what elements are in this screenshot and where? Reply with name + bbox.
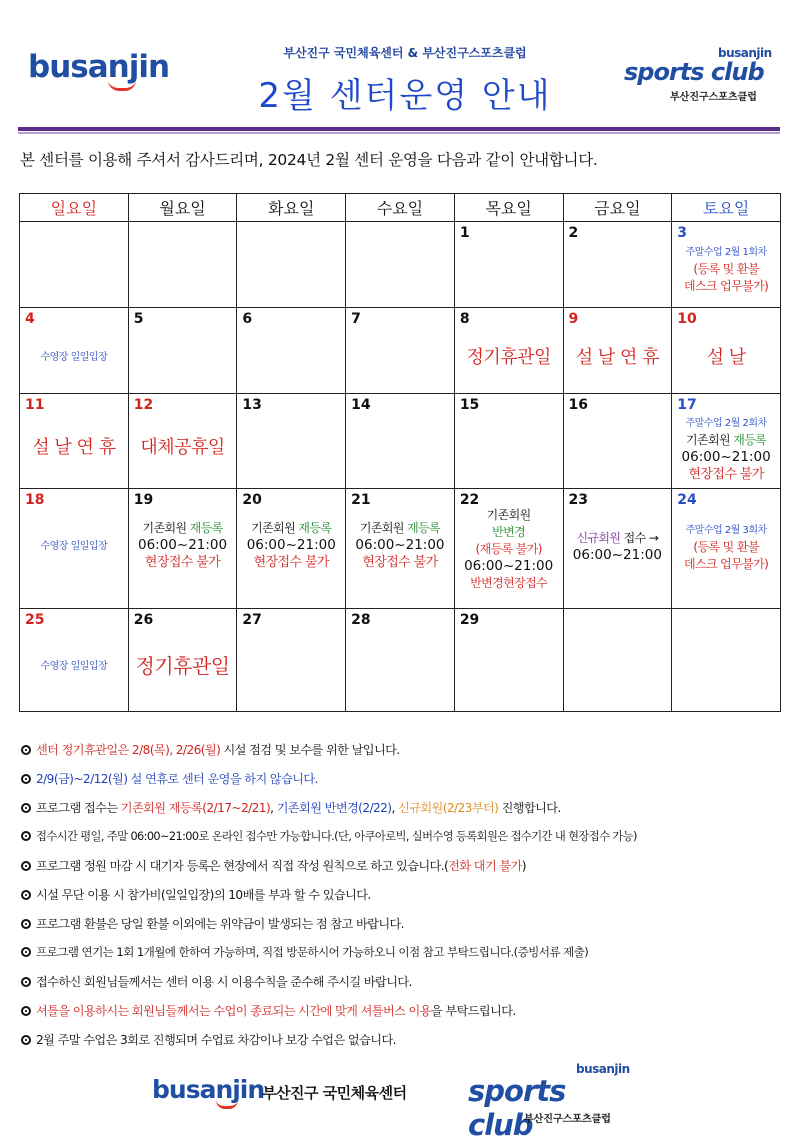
event-time: 06:00~21:00: [681, 449, 771, 465]
day-number: 26: [133, 612, 154, 628]
header-divider-light: [18, 132, 780, 134]
day-number: 11: [25, 397, 45, 413]
header-divider: [18, 127, 780, 131]
day-cell-24: [672, 489, 781, 609]
event-reregister-label: 재등록: [733, 433, 767, 447]
day-cell-2: [563, 222, 672, 308]
event-time: 06:00~21:00: [572, 547, 662, 563]
day-number: 4: [25, 311, 35, 327]
bullet-icon: [21, 977, 31, 987]
day-cell-28: [346, 609, 455, 712]
day-cell-20: [237, 489, 346, 609]
event-weekend-class: 주말수업 2월 1회차: [685, 247, 767, 258]
note-8-text: 프로그램 연기는 1회 1개월에 한하여 가능하며, 직접 방문하시어 가능하오니 이점 참고 부탁드립니다.(증빙서류 제출): [36, 945, 589, 959]
footer-logo-smile-icon: [216, 1100, 238, 1109]
day-number: 15: [459, 397, 480, 413]
day-cell-12: [128, 394, 237, 489]
day-number: 7: [351, 311, 361, 327]
bullet-icon: [21, 803, 31, 813]
bullet-icon: [21, 745, 31, 755]
day-number: 12: [133, 397, 154, 413]
event-weekend-class: 주말수업 2월 3회차: [685, 525, 767, 536]
bullet-icon: [21, 1035, 31, 1045]
note-5-tail: ): [521, 859, 526, 873]
weekday-thu: 목요일: [454, 194, 563, 222]
event-reregister-label: 재등록: [407, 521, 441, 535]
event-member-label: 기존회원: [359, 521, 408, 535]
bullet-icon: [21, 919, 31, 929]
day-cell-19: [128, 489, 237, 609]
calendar-header-row: [20, 194, 781, 222]
note-10: [21, 1002, 781, 1019]
bullet-icon: [21, 831, 31, 841]
event-reregister-label: 재등록: [189, 521, 223, 535]
event-note: (재등록 불가): [475, 542, 542, 556]
day-cell-18: [20, 489, 129, 609]
day-cell-7: [346, 308, 455, 394]
calendar-table: [19, 193, 781, 712]
event-reregister-label: 재등록: [298, 521, 332, 535]
day-number: 2: [568, 225, 579, 241]
event-weekend-class: 주말수업 2월 2회차: [685, 418, 767, 429]
day-cell-23: [563, 489, 672, 609]
note-7: [21, 915, 781, 932]
day-cell-5: [128, 308, 237, 394]
logo-sportsclub-sub: 부산진구스포츠클럽: [670, 92, 757, 103]
day-number: 21: [351, 492, 371, 508]
bullet-icon: [21, 774, 31, 784]
event-time: 06:00~21:00: [246, 537, 336, 553]
event-reregister: [672, 432, 780, 449]
day-cell-16: [563, 394, 672, 489]
day-number: 22: [459, 492, 480, 508]
day-cell-1: [454, 222, 563, 308]
day-number: 28: [351, 612, 371, 628]
bullet-icon: [21, 1006, 31, 1016]
day-cell-empty: [563, 609, 672, 712]
day-cell-4: [20, 308, 129, 394]
footer-logo-sportsclub-top: busanjin: [576, 1062, 630, 1076]
weekday-sat: 토요일: [672, 194, 781, 222]
day-number: 8: [459, 311, 470, 327]
weekday-sun: 일요일: [20, 194, 129, 222]
day-cell-6: [237, 308, 346, 394]
weekday-mon: 월요일: [128, 194, 237, 222]
note-4-text: 접수시간 평일, 주말 06:00~21:00로 온라인 접수만 가능합니다.(단, 아쿠아로빅, 실버수영 등록회원은 접수기간 내 현장접수 가능): [36, 830, 637, 843]
note-3-reregister: 기존회원 재등록(2/17~2/21): [120, 801, 271, 815]
day-cell-21: [346, 489, 455, 609]
day-cell-14: [346, 394, 455, 489]
note-10-tail: 을 부탁드립니다.: [430, 1004, 516, 1018]
note-3-sep: ,: [270, 801, 277, 815]
bullet-icon: [21, 861, 31, 871]
day-cell-22: [454, 489, 563, 609]
footer-logo-busanjin: [152, 1075, 265, 1116]
note-1-text: 시설 점검 및 보수를 위한 날입니다.: [220, 743, 400, 757]
day-number: 10: [677, 311, 697, 327]
logo-busanjin: [28, 50, 168, 100]
footer-logo-sportsclub: [466, 1062, 630, 1142]
calendar-week-4: [20, 489, 781, 609]
event-new-member-label: 신규회원: [576, 531, 621, 545]
logo-sportsclub-main: sports club: [624, 58, 764, 86]
event-new-member-arrow: 접수 →: [620, 531, 659, 545]
note-7-text: 프로그램 환불은 당일 환불 이외에는 위약금이 발생되는 점 참고 바랍니다.: [36, 917, 404, 931]
note-5-highlight: 전화 대기 불가: [448, 859, 522, 873]
day-cell-empty: [20, 222, 129, 308]
event-note: (등록 및 환불: [693, 540, 759, 554]
footer-logo-sportsclub-main: sports club: [468, 1074, 566, 1142]
event-closed-day: 정기휴관일: [135, 654, 230, 678]
day-number: 19: [133, 492, 154, 508]
day-cell-15: [454, 394, 563, 489]
day-cell-empty: [237, 222, 346, 308]
event-time: 06:00~21:00: [464, 558, 554, 574]
day-number: 17: [677, 397, 697, 413]
note-11-text: 2월 주말 수업은 3회로 진행되며 수업료 차감이나 보강 수업은 없습니다.: [36, 1033, 396, 1047]
day-cell-27: [237, 609, 346, 712]
day-cell-17: [672, 394, 781, 489]
day-cell-11: [20, 394, 129, 489]
note-4: [21, 828, 781, 844]
logo-sportsclub: [622, 44, 782, 108]
logo-sportsclub-top: busanjin: [718, 46, 772, 60]
day-number: 5: [133, 311, 144, 327]
day-number: 27: [242, 612, 262, 628]
note-3-tail: 진행합니다.: [498, 801, 561, 815]
day-cell-25: [20, 609, 129, 712]
calendar-week-5: [20, 609, 781, 712]
event-reregister: [237, 520, 345, 537]
note-6: [21, 886, 781, 903]
event-pool-entry: 수영장 일일입장: [40, 661, 108, 672]
note-3: [21, 799, 781, 816]
event-closed-day: 정기휴관일: [466, 347, 551, 368]
day-number: 23: [568, 492, 588, 508]
weekday-wed: 수요일: [346, 194, 455, 222]
event-note: 현장접수 불가: [688, 467, 764, 482]
day-cell-empty: [128, 222, 237, 308]
logo-smile-icon: [108, 80, 136, 91]
day-number: 13: [242, 397, 262, 413]
calendar-week-1: [20, 222, 781, 308]
day-cell-26: [128, 609, 237, 712]
day-number: 25: [25, 612, 45, 628]
event-holiday: 설 날 연 휴: [32, 437, 116, 458]
bullet-icon: [21, 947, 31, 957]
event-member-label: 기존회원: [486, 508, 531, 522]
page-title: 2월 센터운영 안내: [258, 76, 552, 116]
logo-busanjin-text: busanjin: [28, 49, 170, 85]
day-cell-empty: [672, 609, 781, 712]
event-member-label: 기존회원: [686, 433, 734, 447]
day-cell-3: [672, 222, 781, 308]
header-subtitle: 부산진구 국민체육센터 & 부산진구스포츠클럽: [283, 46, 527, 60]
event-substitute-holiday: 대체공휴일: [140, 437, 225, 458]
day-number: 3: [677, 225, 687, 241]
event-pool-entry: 수영장 일일입장: [40, 352, 108, 363]
calendar-week-2: [20, 308, 781, 394]
day-number: 24: [677, 492, 697, 508]
footer-logo-sportsclub-sub: 부산진구스포츠클럽: [524, 1114, 611, 1125]
note-3-sep: ,: [391, 801, 399, 815]
note-2-text: 2/9(금)~2/12(월) 설 연휴로 센터 운영을 하지 않습니다.: [36, 772, 318, 786]
footer-center-name: 부산진구 국민체육센터: [262, 1084, 407, 1102]
event-note: (등록 및 환불: [693, 262, 759, 276]
day-number: 6: [242, 311, 253, 327]
note-5: [21, 857, 781, 874]
calendar-week-3: [20, 394, 781, 489]
event-note: 데스크 업무불가): [683, 279, 769, 293]
event-reregister: [346, 520, 454, 537]
note-6-text: 시설 무단 이용 시 참가비(일일입장)의 10배를 부과 할 수 있습니다.: [36, 888, 371, 902]
note-10-highlight: 셔틀을 이용하시는 회원님들께서는 수업이 종료되는 시간에 맞게 셔틀버스 이용: [36, 1004, 431, 1018]
event-holiday: 설 날: [706, 347, 746, 368]
weekday-fri: 금요일: [563, 194, 672, 222]
event-new-member: [564, 530, 672, 547]
day-cell-8: [454, 308, 563, 394]
day-number: 20: [242, 492, 262, 508]
bullet-icon: [21, 890, 31, 900]
event-reregister: [129, 520, 237, 537]
day-cell-13: [237, 394, 346, 489]
event-member-label: 기존회원: [142, 521, 190, 535]
note-3-class-change: 기존회원 반변경(2/22): [276, 801, 392, 815]
day-cell-10: [672, 308, 781, 394]
event-holiday: 설 날 연 휴: [575, 347, 659, 368]
event-class-change: 반변경: [492, 525, 526, 539]
note-9: [21, 973, 781, 990]
note-1: [21, 741, 781, 758]
day-number: 14: [351, 397, 371, 413]
day-cell-empty: [346, 222, 455, 308]
note-3-text: 프로그램 접수는: [36, 801, 121, 815]
day-number: 1: [459, 225, 470, 241]
event-time: 06:00~21:00: [355, 537, 445, 553]
day-number: 9: [568, 311, 579, 327]
event-note: 데스크 업무불가): [683, 557, 769, 571]
event-note: 현장접수 불가: [144, 555, 221, 570]
day-number: 29: [459, 612, 480, 628]
note-5-text: 프로그램 정원 마감 시 대기자 등록은 현장에서 직접 작성 원칙으로 하고 있습니다.(: [36, 859, 449, 873]
event-note: 반변경현장접수: [470, 576, 548, 590]
event-pool-entry: 수영장 일일입장: [40, 541, 108, 552]
day-cell-29: [454, 609, 563, 712]
note-3-new-member: 신규회원(2/23부터): [398, 801, 499, 815]
weekday-tue: 화요일: [237, 194, 346, 222]
note-1-highlight: 센터 정기휴관일은 2/8(목), 2/26(월): [36, 743, 221, 757]
intro-text: 본 센터를 이용해 주셔서 감사드리며, 2024년 2월 센터 운영을 다음과 같이 안내합니다.: [20, 151, 598, 169]
event-time: 06:00~21:00: [137, 537, 228, 553]
event-note: 현장접수 불가: [253, 555, 329, 570]
day-number: 16: [568, 397, 588, 413]
note-11: [21, 1031, 781, 1048]
note-8: [21, 944, 781, 960]
note-2: [21, 770, 781, 787]
day-cell-9: [563, 308, 672, 394]
event-member-label: 기존회원: [251, 521, 299, 535]
footer-logo-busanjin-text: busanjin: [152, 1075, 265, 1104]
event-note: 현장접수 불가: [362, 555, 438, 570]
note-9-text: 접수하신 회원님들께서는 센터 이용 시 이용수칙을 준수해 주시길 바랍니다.: [36, 975, 412, 989]
day-number: 18: [25, 492, 45, 508]
